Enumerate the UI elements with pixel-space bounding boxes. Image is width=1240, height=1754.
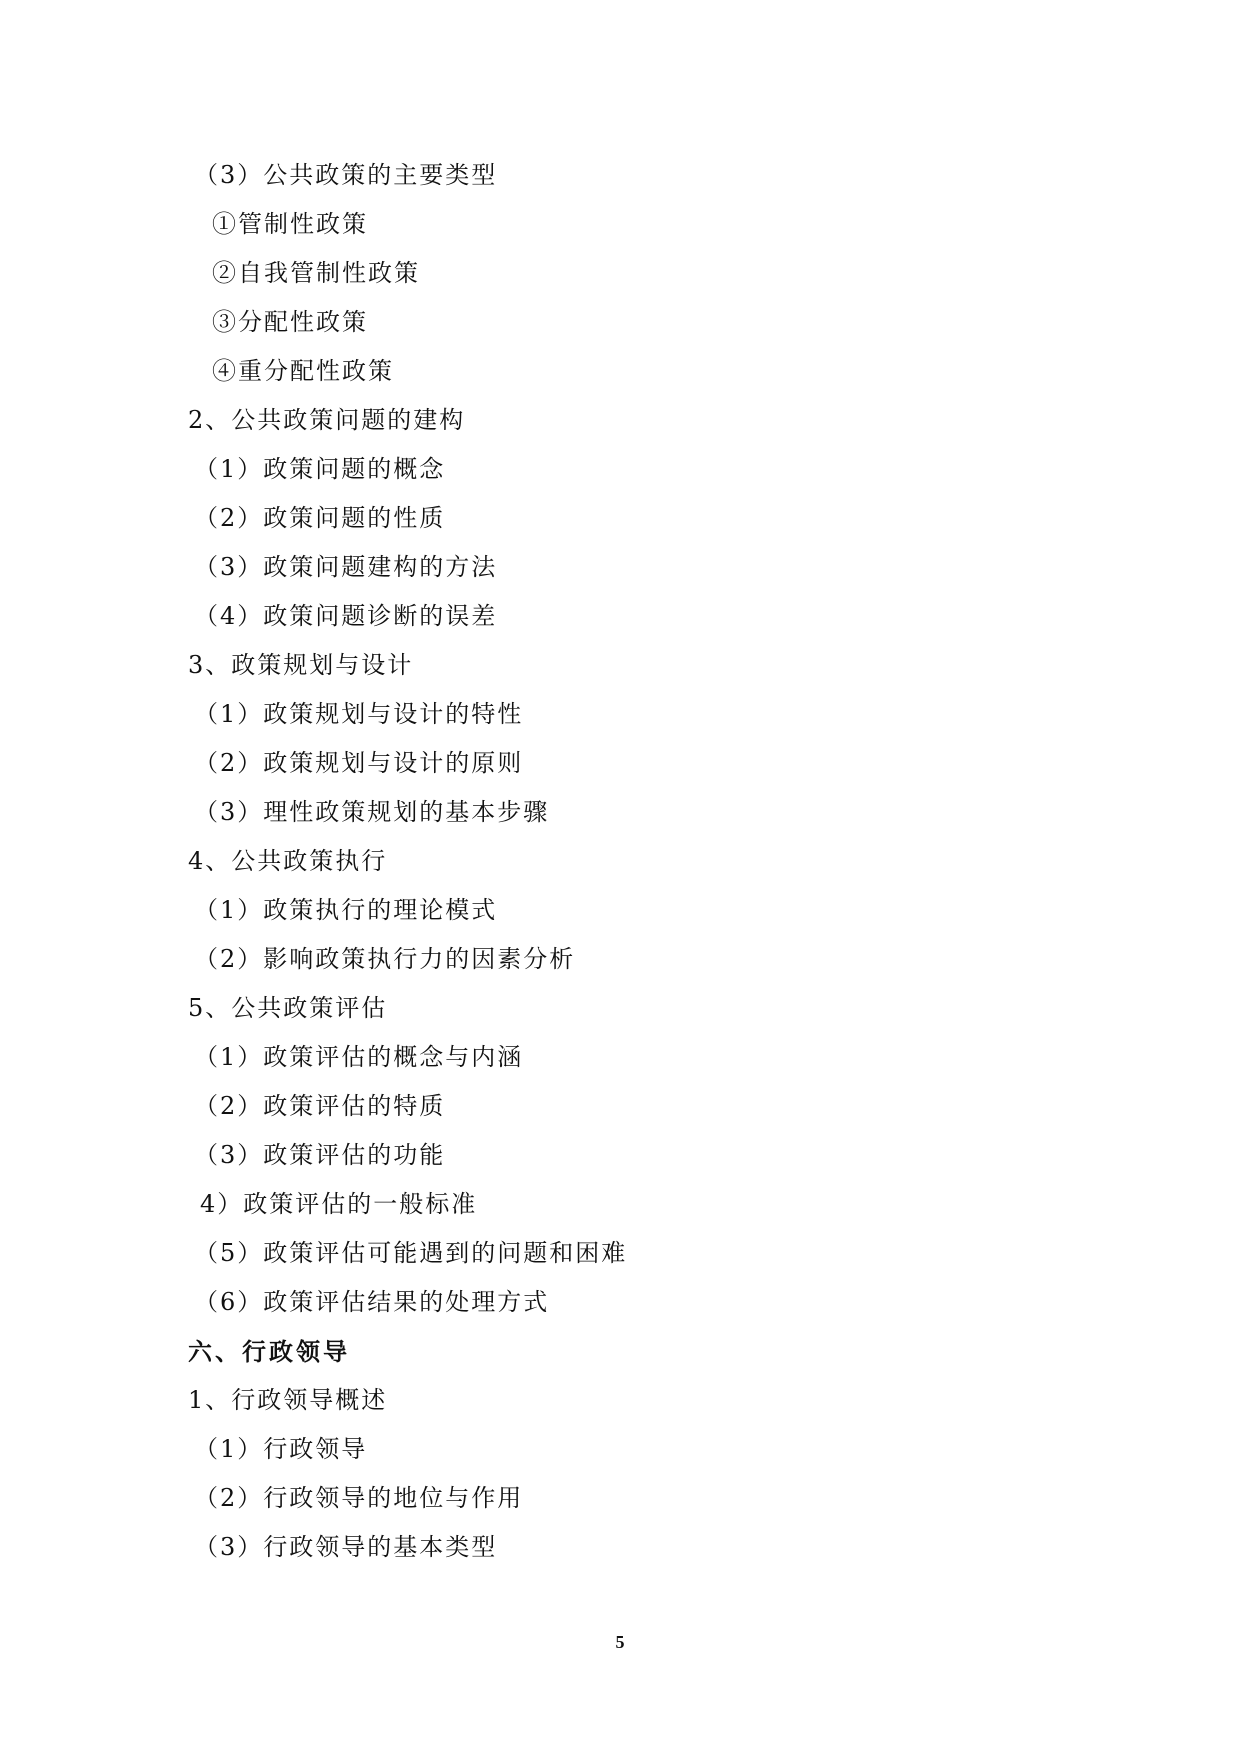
outline-heading: 5、公共政策评估 <box>188 994 388 1022</box>
outline-item: ②自我管制性政策 <box>212 259 420 287</box>
outline-heading: 1、行政领导概述 <box>188 1386 388 1414</box>
outline-list <box>188 151 1088 1572</box>
outline-item: ③分配性政策 <box>212 308 368 336</box>
outline-item: （5）政策评估可能遇到的问题和困难 <box>194 1239 628 1267</box>
outline-item: ①管制性政策 <box>212 210 368 238</box>
outline-item: ④重分配性政策 <box>212 357 394 385</box>
outline-item: （1）行政领导 <box>194 1435 368 1463</box>
outline-item: （1）政策问题的概念 <box>194 455 446 483</box>
outline-item: （3）公共政策的主要类型 <box>194 161 498 189</box>
outline-item: （2）政策规划与设计的原则 <box>194 749 524 777</box>
outline-item: （6）政策评估结果的处理方式 <box>194 1288 550 1316</box>
outline-heading: 4、公共政策执行 <box>188 847 388 875</box>
page-number: 5 <box>615 1632 625 1652</box>
outline-item: （4）政策问题诊断的误差 <box>194 602 498 630</box>
outline-item: （2）政策评估的特质 <box>194 1092 446 1120</box>
section-heading: 六、行政领导 <box>188 1337 350 1366</box>
outline-heading: 2、公共政策问题的建构 <box>188 406 466 434</box>
outline-item: （1）政策评估的概念与内涵 <box>194 1043 524 1071</box>
outline-item: （1）政策执行的理论模式 <box>194 896 498 924</box>
outline-item: （2）政策问题的性质 <box>194 504 446 532</box>
outline-item: （2）行政领导的地位与作用 <box>194 1484 524 1512</box>
outline-item: （3）理性政策规划的基本步骤 <box>194 798 550 826</box>
outline-item: （3）政策问题建构的方法 <box>194 553 498 581</box>
outline-item: （2）影响政策执行力的因素分析 <box>194 945 576 973</box>
outline-item: （1）政策规划与设计的特性 <box>194 700 524 728</box>
outline-item: 4）政策评估的一般标准 <box>200 1190 478 1218</box>
outline-item: （3）政策评估的功能 <box>194 1141 446 1169</box>
outline-item: （3）行政领导的基本类型 <box>194 1533 498 1561</box>
outline-heading: 3、政策规划与设计 <box>188 651 414 679</box>
